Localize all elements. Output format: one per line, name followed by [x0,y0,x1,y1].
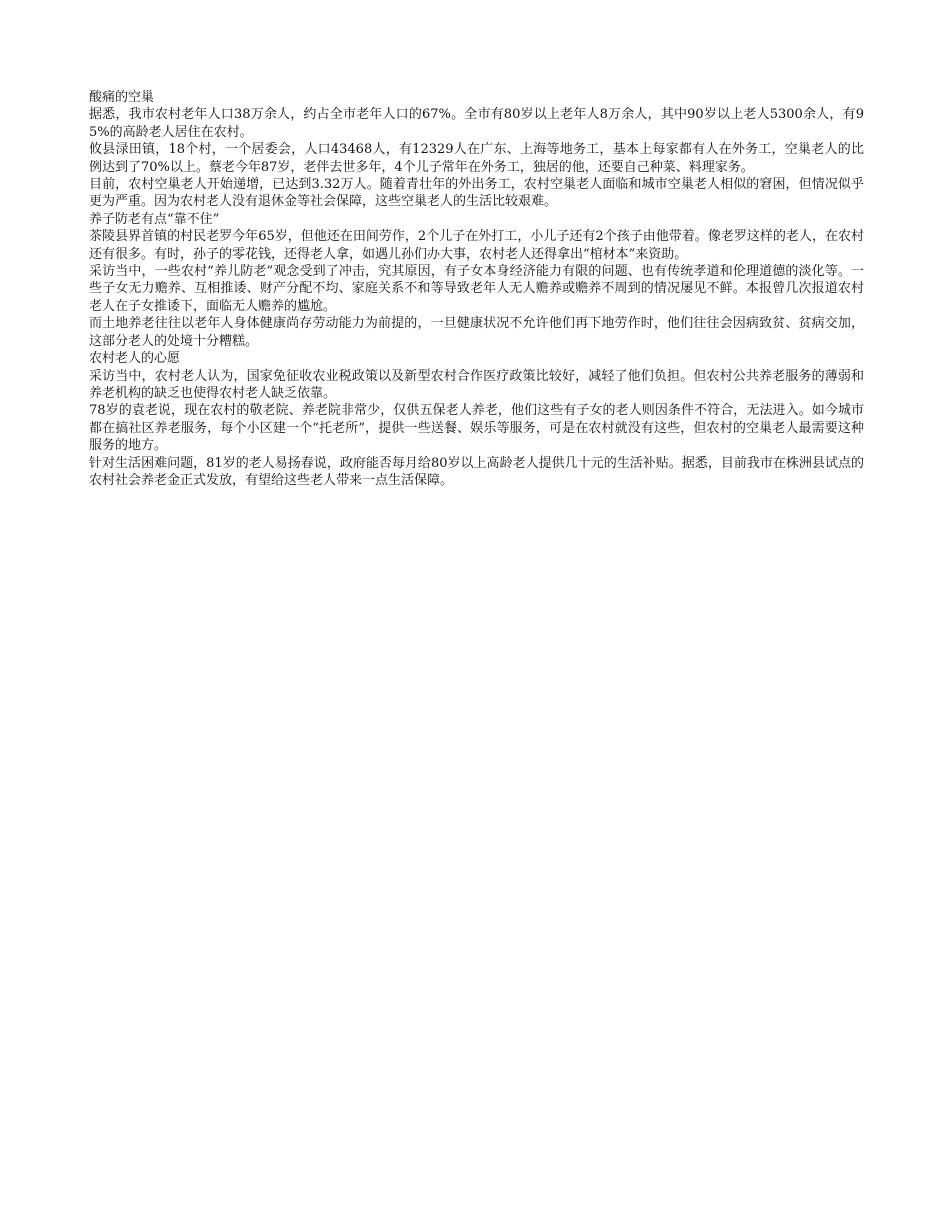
body-paragraph: 目前，农村空巢老人开始递增，已达到3.32万人。随着青壮年的外出务工，农村空巢老人面临和城市空巢老人相似的窘困，但情况似乎更为严重。因为农村老人没有退休金等社会保障，这些空巢老人的生活比较艰难。 [89,177,864,210]
body-paragraph: 攸县渌田镇，18个村，一个居委会，人口43468人，有12329人在广东、上海等地务工，基本上每家都有人在外务工，空巢老人的比例达到了70%以上。蔡老今年87岁，老伴去世多年，4个儿子常年在外务工，独居的他，还要自己种菜、料理家务。 [89,142,864,175]
section-heading: 酸痛的空巢 [89,90,155,105]
body-paragraph: 针对生活困难问题，81岁的老人易扬春说，政府能否每月给80岁以上高龄老人提供几十元的生活补贴。据悉，目前我市在株洲县试点的农村社会养老金正式发放，有望给这些老人带来一点生活保障。 [89,455,864,488]
body-paragraph: 茶陵县界首镇的村民老罗今年65岁，但他还在田间劳作，2个儿子在外打工，小儿子还有2个孩子由他带着。像老罗这样的老人，在农村还有很多。有时，孙子的零花钱，还得老人拿，如遇儿孙们办大事，农村老人还得拿出“棺材本”来资助。 [89,229,864,262]
body-paragraph: 78岁的袁老说，现在农村的敬老院、养老院非常少，仅供五保老人养老，他们这些有子女的老人则因条件不符合，无法进入。如今城市都在搞社区养老服务，每个小区建一个“托老所”，提供一些送餐、娱乐等服务，可是在农村就没有这些，但农村的空巢老人最需要这种服务的地方。 [89,403,864,454]
body-paragraph: 采访当中，一些农村“养儿防老”观念受到了冲击，究其原因，有子女本身经济能力有限的问题、也有传统孝道和伦理道德的淡化等。一些子女无力赡养、互相推诿、财产分配不均、家庭关系不和等导致老年人无人赡养或赡养不周到的情况屡见不鲜。本报曾几次报道农村老人在子女推诿下，面临无人赡养的尴尬。 [89,264,864,314]
body-paragraph: 采访当中，农村老人认为，国家免征收农业税政策以及新型农村合作医疗政策比较好，减轻了他们负担。但农村公共养老服务的薄弱和养老机构的缺乏也使得农村老人缺乏依靠。 [89,368,864,401]
section-heading: 农村老人的心愿 [89,351,181,367]
article-body [89,89,864,489]
body-paragraph: 据悉，我市农村老年人口38万余人，约占全市老年人口的67%。全市有80岁以上老年人8万余人，其中90岁以上老人5300余人，有95%的高龄老人居住在农村。 [89,107,864,140]
section-heading: 养子防老有点“靠不住” [89,211,220,227]
body-paragraph: 而土地养老往往以老年人身体健康尚存劳动能力为前提的，一旦健康状况不允许他们再下地劳作时，他们往往会因病致贫、贫病交加，这部分老人的处境十分糟糕。 [89,316,864,349]
